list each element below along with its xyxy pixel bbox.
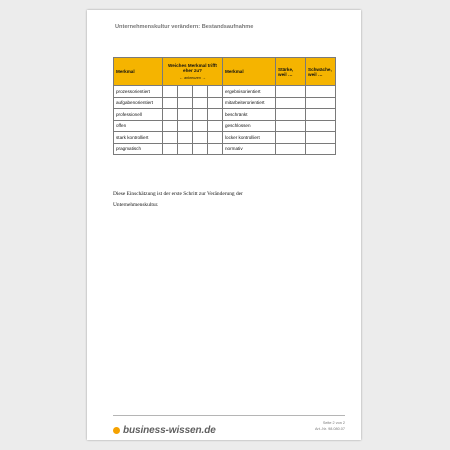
logo-dot-icon <box>113 427 120 434</box>
header-question-line2: eher zu? <box>183 68 202 74</box>
table-row <box>114 109 336 121</box>
hint-label: ankreuzen <box>184 75 201 80</box>
checkbox-cell[interactable] <box>163 120 178 132</box>
row-left-label: stark kontrolliert <box>114 132 163 144</box>
checkbox-cell[interactable] <box>178 109 193 121</box>
row-left-label: aufgabenorientiert <box>114 97 163 109</box>
checkbox-cell[interactable] <box>193 120 208 132</box>
checkbox-cell[interactable] <box>208 86 223 98</box>
staerke-cell[interactable] <box>276 97 306 109</box>
checkbox-cell[interactable] <box>178 86 193 98</box>
checkbox-cell[interactable] <box>178 143 193 155</box>
row-right-label: normativ <box>223 143 276 155</box>
row-right-label: mitarbeiterorientiert <box>223 97 276 109</box>
row-left-label: offen <box>114 120 163 132</box>
row-left-label: professionell <box>114 109 163 121</box>
table-row <box>114 143 336 155</box>
checkbox-cell[interactable] <box>193 132 208 144</box>
row-left-label: pragmatisch <box>114 143 163 155</box>
checkbox-cell[interactable] <box>163 86 178 98</box>
schwaeche-cell[interactable] <box>306 86 336 98</box>
schwaeche-cell[interactable] <box>306 120 336 132</box>
table-row <box>114 86 336 98</box>
checkbox-cell[interactable] <box>208 143 223 155</box>
row-right-label: beschränkt <box>223 109 276 121</box>
checkbox-cell[interactable] <box>193 86 208 98</box>
arrow-left-icon: ← <box>179 74 184 80</box>
staerke-cell[interactable] <box>276 120 306 132</box>
arrow-right-icon: → <box>201 74 206 80</box>
checkbox-cell[interactable] <box>208 120 223 132</box>
checkbox-cell[interactable] <box>163 97 178 109</box>
footer-divider <box>113 415 345 416</box>
header-merkmal: Merkmal <box>114 58 163 86</box>
header-merkmal-2: Merkmal <box>223 58 276 86</box>
header-hint <box>165 76 220 81</box>
checkbox-cell[interactable] <box>193 97 208 109</box>
checkbox-cell[interactable] <box>178 97 193 109</box>
staerke-cell[interactable] <box>276 86 306 98</box>
logo[interactable] <box>113 423 216 437</box>
schwaeche-cell[interactable] <box>306 97 336 109</box>
checkbox-cell[interactable] <box>193 143 208 155</box>
header-question <box>163 58 223 86</box>
checkbox-cell[interactable] <box>163 143 178 155</box>
schwaeche-cell[interactable] <box>306 132 336 144</box>
staerke-cell[interactable] <box>276 109 306 121</box>
page-number: Seite 2 von 2 <box>322 421 345 425</box>
header-staerke: Stärke, weil … <box>276 58 306 86</box>
document-page <box>87 10 361 440</box>
checkbox-cell[interactable] <box>208 109 223 121</box>
checkbox-cell[interactable] <box>208 132 223 144</box>
article-number: Art.-Nr. 98.080.07 <box>315 427 345 431</box>
header-schwaeche: Schwäche, weil … <box>306 58 336 86</box>
checkbox-cell[interactable] <box>193 109 208 121</box>
table-header-row <box>114 58 336 86</box>
body-paragraph: Diese Einschätzung ist der erste Schritt zur Veränderung der Unternehmenskultur. <box>113 191 243 208</box>
header-question-line1: Weiches Merkmal trifft <box>168 62 217 68</box>
staerke-cell[interactable] <box>276 132 306 144</box>
footer-meta <box>315 420 345 432</box>
checkbox-cell[interactable] <box>163 132 178 144</box>
checkbox-cell[interactable] <box>178 120 193 132</box>
logo-text: business-wissen.de <box>123 424 216 436</box>
schwaeche-cell[interactable] <box>306 143 336 155</box>
checkbox-cell[interactable] <box>178 132 193 144</box>
assessment-table <box>113 57 336 155</box>
schwaeche-cell[interactable] <box>306 109 336 121</box>
row-left-label: prozessorientiert <box>114 86 163 98</box>
checkbox-cell[interactable] <box>163 109 178 121</box>
table-row <box>114 120 336 132</box>
checkbox-cell[interactable] <box>208 97 223 109</box>
row-right-label: locker kontrolliert <box>223 132 276 144</box>
row-right-label: geschlossen <box>223 120 276 132</box>
table-row <box>114 132 336 144</box>
row-right-label: ergebnisorientiert <box>223 86 276 98</box>
table-row <box>114 97 336 109</box>
staerke-cell[interactable] <box>276 143 306 155</box>
document-title: Unternehmenskultur verändern: Bestandsaufnahme <box>115 24 254 30</box>
